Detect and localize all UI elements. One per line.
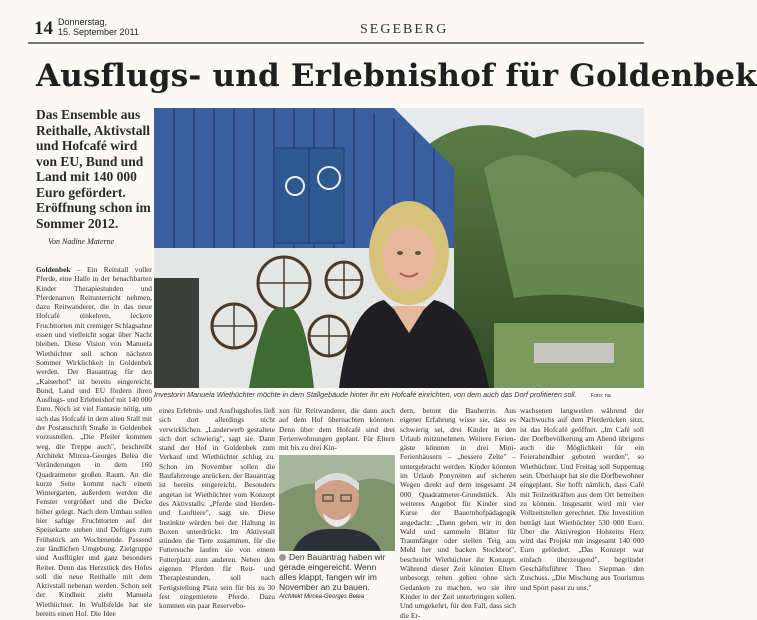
article-column-2: eines Erlebnis- und Ausflugshofes ließ sich dort allerdings nicht verwirklichen. „Landerwerb gestaltete sich dort schwierig", sagt sie. Dann stand der Hof in Goldenbek zum Verkauf und Wiethüchter schlug zu. Schon im November sollen die Baufahrzeuge anrücken, der Bauantrag ist bereits eingereicht. Besonders angetan ist Wiethüchter vom Konzept des Aktivstalls: „Pferde sind Herden- und Lauftiere", sagt sie. Diese Instinkte würden bei der Haltung in Boxen unterdrückt. Im Aktivstall stünden die Tiere zusammen, für die Futtersuche laufen sie von einem Futterplatz zum anderen. Neben den eigenen Pferden für Reit- und Therapiestunden, soll nach Fertigstellung Platz sein für bis zu 30 fest eingemietete Pferde. Dazu kommen ein paar Reservebo- [159, 406, 275, 611]
architect-portrait [279, 455, 395, 551]
subheadline: Das Ensemble aus Reithalle, Aktivstall und Hofcafé wird von EU, Bund und Land mit 140 000 Euro gefördert. Eröffnung schon im Sommer 2012. [36, 107, 151, 231]
quote-bullet-icon [279, 554, 286, 561]
column-1-text: – Ein Reitstall voller Pferde, eine Halle in der benachbarten Kinder Therapiestunden und Pferdenarren Reitunterricht nehmen, dazu Reitwanderer, die in das neue Hofcafé einkehren, leckere Fruchttorten mit cremiger Schlagsahne essen und vielleicht sogar über Nacht bleiben. Diese Vision von Manuela Wiethüchter soll schon nächsten Sommer Wirklichkeit in Goldenbek werden. Der Bauantrag für den „Kaiserhof" ist bereits eingereicht, Bund, Land und EU fördern ihren Ausflugs- und Erlebnishof mit 140 000 Euro. Noch ist viel Fantasie nötig, um sich das Hofcafé in dem alten Stall mit der Postanschrift Straße in Goldenbek vorzustellen. „Die Pfeiler kommen weg, die Treppe auch", beschreibt Architekt Mircea-Georges Belea die Veränderungen in dem 160 Quadratmeter großen Raum. An die kurze Seite kommt nach einem Wintergarten, außerdem werden die Fenster vergrößert und die Decke höher gelegt. Nach dem Umbau sollen hier saftige Fruchttorten auf der Speisekarte stehen und Deftiges zum Frühstück am Wochenende. Passend zur ländlichen Umgebung. Zielgruppe sind Ausflügler und ganz besonders Reiter. Denn das Herzstück des Hofes soll die neue Reithalle mit dem Aktivstall nebenan werden. Schon seit der Kindheit zieht Manuela Wiethüchter. In Wulfsfelde hat sie bereits einen Hof. Die Idee [36, 265, 152, 618]
page-number: 14 [34, 18, 53, 39]
photo-caption-text: Investorin Manuela Wiethüchter möchte in dem Stallgebäude hinter ihr ein Hofcafé einrichten, von dem auch das Dorf profitieren soll. [154, 390, 577, 399]
article-column-4: dern, betont die Bauherrin. Aus eigener Erfahrung wisse sie, dass es schwierig sei, drei Kinder in den Urlaub mitzunehmen. Weitere Ferien-gäste könnten in drei Mini-Ferienhäusern – „bessere Zelte" – untergebracht werden. Kinder könnten im Urlaub Ponyreiten auf sicheren Wegen direkt auf dem insgesamt 24 000 Quadratmeter-Grundstück. Als weiteres Angebot für Kinder sind Kurse der Bauernhofpädagogik angedacht: „Dann gehen wir in den Wald und sammeln Blätter für Traumfänger oder stellen Teig aus Mehl her und backen Stockbrot", beschreibt Wiethüchter ihr Konzept. Während dieser Zeit könnten Eltern unbesorgt reiten gehen ohne sich Gedanken zu machen, wo sie ihre Kinder in der Zeit unterbringen sollen. Und umgekehrt, für den Fall, dass sich die Er- [400, 406, 516, 620]
main-photo [154, 108, 644, 388]
header-rule [28, 42, 644, 44]
quote-credit: Architekt Mircea-Georges Belea [279, 594, 365, 600]
photo-caption [154, 390, 644, 399]
issue-weekday: Donnerstag, [58, 17, 108, 27]
pull-quote [279, 552, 395, 592]
headline: Ausflugs- und Erlebnishof für Goldenbek [36, 58, 757, 94]
issue-date [58, 17, 139, 37]
architect-photo [279, 455, 395, 551]
article-column-5: wachsenen langweilen während der Nachwuchs auf dem Pferderücken sitzt, ist das Hofcafé geöffnet. „Im Café soll der Dorfbevölkerung am Abend übrigens auch die Möglichkeit für ein Feierabendbier geboten werden", so Wiethüchter. Und Freitag soll Suppentag sein. Überhaupt hat sie die Dorfbewohner eingeplant. Sie hofft nämlich, dass Café mit Teilzeitkräften aus dem Ort betreiben zu können. Insgesamt wird mit vier Vollzeitstellen gerechnet. Die Investition beträgt laut Wiethüchter 530 000 Euro. Über die Aktivregion Holsteins Herz wird das Projekt mit insgesamt 140 000 Euro gefördert. „Das Konzept war einfach überzeugend", begründet Geschäftsführer Theo Siepman den Zuschuss. „Die Mischung aus Tourismus und Sport passt zu uns." [520, 406, 644, 592]
pull-quote-text: Den Bauantrag haben wir gerade eingereicht. Wenn alles klappt, fangen wir im November an zu bauen. [279, 552, 386, 592]
photo-illustration [154, 108, 644, 388]
article-column-1 [36, 265, 152, 618]
issue-date-text: 15. September 2011 [58, 27, 139, 37]
byline: Von Nadine Materne [48, 237, 115, 246]
article-column-3: xen für Reitwanderer, die dann auch auf dem Hof übernachten könnten. Denn über dem Hofcafé sind drei Ferienwohnungen geplant. Für Eltern mit bis zu drei Kin- [279, 406, 395, 453]
photo-credit: Foto: na [590, 393, 611, 399]
dateline: Goldenbek [36, 265, 71, 274]
section-title: SEGEBERG [360, 22, 449, 37]
